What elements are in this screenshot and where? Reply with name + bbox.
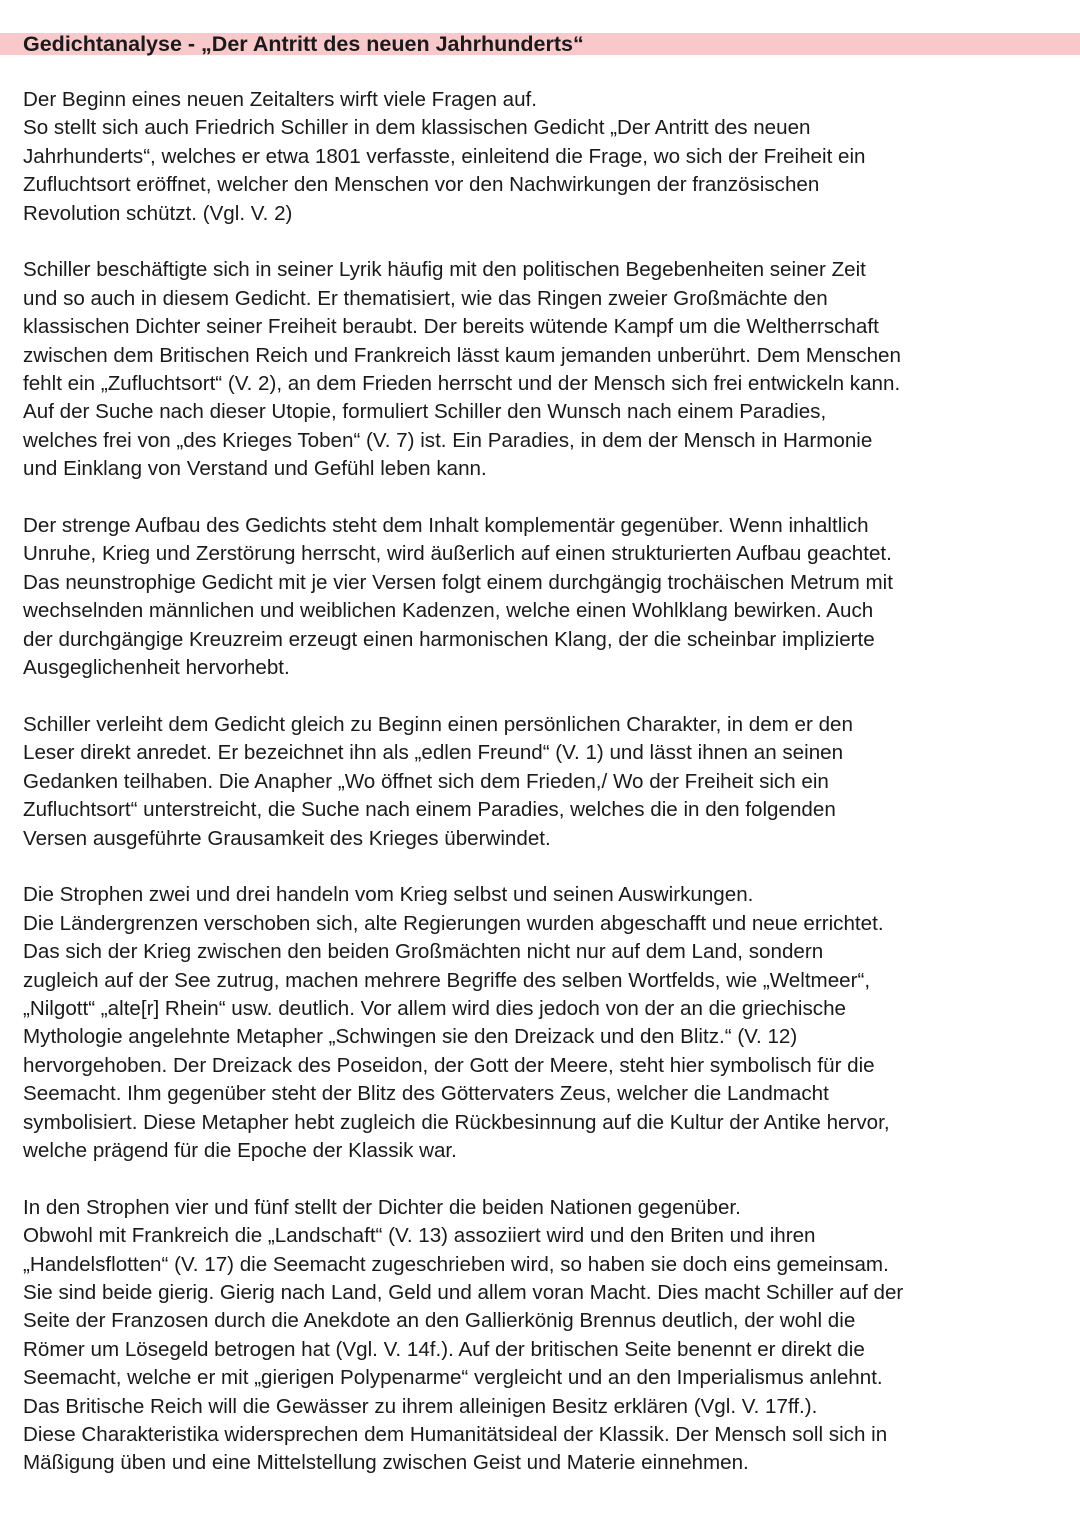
paragraph-stanzas-four-five: In den Strophen vier und fünf stellt der Dichter die beiden Nationen gegenüber. Obwohl mit Frankreich die „Landschaft“ (V. 13) assoziiert wird und den Briten und ihren „Handelsflotten“ (V. 17) die Seemacht zugeschrieben wird, so haben sie doch eins gemeinsam. Sie sind beide gierig. Gierig nach Land, Geld und allem voran Macht. Dies macht Schiller auf der Seite der Franzosen durch die Anekdote an den Gallierkönig Brennus deutlich, der wohl die Römer um Lösegeld betrogen hat (Vgl. V. 14f.). Auf der britischen Seite benennt er direkt die Seemacht, welche er mit „gierigen Polypenarme“ vergleicht und an den Imperialismus anlehnt. Das Britische Reich will die Gewässer zu ihrem alleinigen Besitz erklären (Vgl. V. 17ff.). Diese Charakteristika widersprechen dem Humanitätsideal der Klassik. Der Mensch soll sich in Mäßigung üben und eine Mittelstellung zwischen Geist und Materie einnehmen. [23,1195,904,1475]
document-body [23,86,1063,1506]
paragraph-structure: Der strenge Aufbau des Gedichts steht dem Inhalt komplementär gegenüber. Wenn inhaltlich Unruhe, Krieg und Zerstörung herrscht, wird äußerlich auf einen strukturierten Aufbau geachtet. Das neunstrophige Gedicht mit je vier Versen folgt einem durchgängig trochäischen Metrum mit wechselnden männlichen und weiblichen Kadenzen, welche einen Wohlklang bewirken. Auch der durchgängige Kreuzreim erzeugt einen harmonischen Klang, der die scheinbar implizierte Ausgeglichenheit hervorhebt. [23,514,893,680]
paragraph-opening-stanza: Schiller verleiht dem Gedicht gleich zu Beginn einen persönlichen Charakter, in dem er den Leser direkt anredet. Er bezeichnet ihn als „edlen Freund“ (V. 1) und lässt ihnen an seinen Gedanken teilhaben. Die Anapher „Wo öffnet sich dem Frieden,/ Wo der Freiheit sich ein Zufluchtsort“ unterstreicht, die Suche nach einem Paradies, welches die in den folgenden Versen ausgeführte Grausamkeit des Krieges überwindet. [23,712,853,850]
paragraph-stanzas-two-three: Die Strophen zwei und drei handeln vom Krieg selbst und seinen Auswirkungen. Die Ländergrenzen verschoben sich, alte Regierungen wurden abgeschafft und neue errichtet. Das sich der Krieg zwischen den beiden Großmächten nicht nur auf dem Land, sondern zugleich auf der See zutrug, machen mehrere Begriffe des selben Wortfelds, wie „Weltmeer“, „Nilgott“ „alte[r] Rhein“ usw. deutlich. Vor allem wird dies jedoch von der an die griechische Mythologie angelehnte Metapher „Schwingen sie den Dreizack und den Blitz.“ (V. 12) hervorgehoben. Der Dreizack des Poseidon, der Gott der Meere, steht hier symbolisch für die Seemacht. Ihm gegenüber steht der Blitz des Göttervaters Zeus, welcher die Landmacht symbolisiert. Diese Metapher hebt zugleich die Rückbesinnung auf die Kultur der Antike hervor, welche prägend für die Epoche der Klassik war. [23,883,890,1162]
document-title: Gedichtanalyse - „Der Antritt des neuen Jahrhunderts“ [23,32,584,56]
paragraph-political-context: Schiller beschäftigte sich in seiner Lyrik häufig mit den politischen Begebenheiten seiner Zeit und so auch in diesem Gedicht. Er thematisiert, wie das Ringen zweier Großmächte den klassischen Dichter seiner Freiheit beraubt. Der bereits wütende Kampf um die Weltherrschaft zwischen dem Britischen Reich und Frankreich lässt kaum jemanden unberührt. Dem Menschen fehlt ein „Zufluchtsort“ (V. 2), an dem Frieden herrscht und der Mensch sich frei entwickeln kann. Auf der Suche nach dieser Utopie, formuliert Schiller den Wunsch nach einem Paradies, welches frei von „des Krieges Toben“ (V. 7) ist. Ein Paradies, in dem der Mensch in Harmonie und Einklang von Verstand und Gefühl leben kann. [23,258,901,481]
paragraph-introduction: Der Beginn eines neuen Zeitalters wirft viele Fragen auf. So stellt sich auch Friedrich Schiller in dem klassischen Gedicht „Der Antritt des neuen Jahrhunderts“, welches er etwa 1801 verfasste, einleitend die Frage, wo sich der Freiheit ein Zufluchtsort eröffnet, welcher den Menschen vor den Nachwirkungen der französischen Revolution schützt. (Vgl. V. 2) [23,88,866,225]
